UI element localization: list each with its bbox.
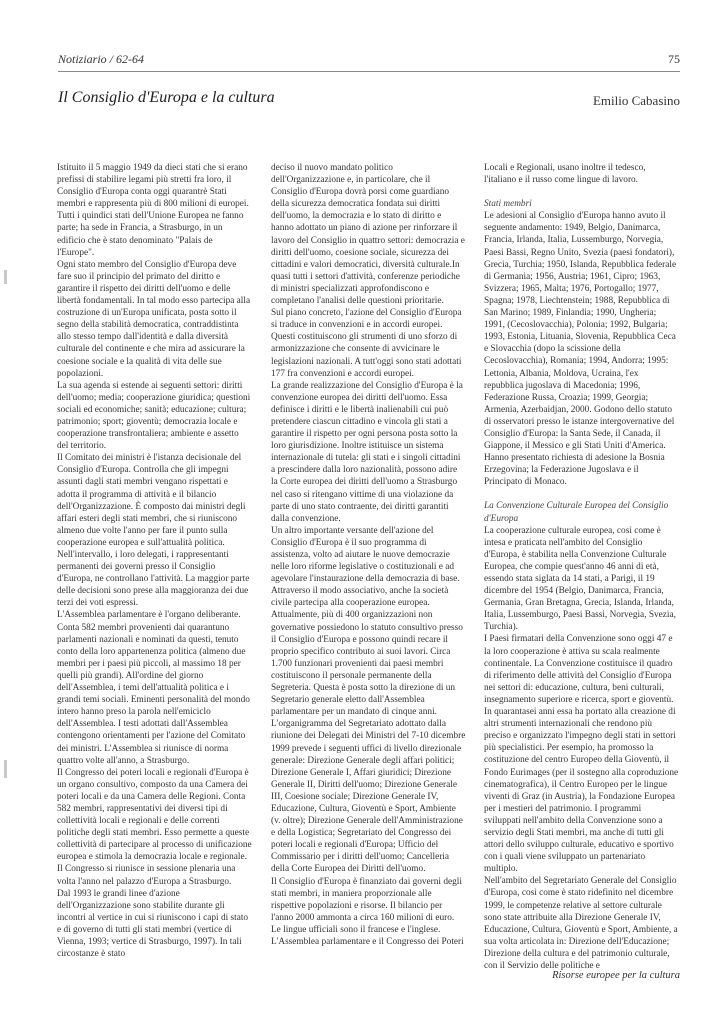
section-footer: Risorse europee per la cultura (552, 970, 680, 981)
text-column-3 (484, 162, 679, 972)
text-column-1 (57, 162, 252, 960)
paragraph: Ogni stato membro del Consiglio d'Europa deve fare suo il principio del primato del diritto e garantire il rispetto dei diritti dell'uomo e delle libertà fondamentali. In tal modo esso partecipa alla costruzione di un'Europa unificata, posta sotto il segno della stabilità democratica, contraddistinta allo stesso tempo dall'identità e dalla diversità culturale del continente e che mira ad assicurare la coesione sociale e la qualità di vita delle sue popolazioni. (57, 259, 251, 379)
paragraph: Il Congresso dei poteri locali e regionali d'Europa è un organo consultivo, composto da una Camera dei poteri locali e da una Camera delle Regioni. Conta 582 membri, rappresentativi dei diversi tipi di collettività locali e regionali e delle correnti politiche degli stati membri. Esso permette a queste collettività di partecipare al processo di unificazione europea e stimola la democrazia locale e regionale. Il Congresso si riunisce in sessione plenaria una volta l'anno nel palazzo d'Europa a Strasburgo. (57, 767, 252, 887)
journal-header: Notiziario / 62-64 (58, 52, 145, 66)
text-column-2 (271, 162, 466, 948)
page-number: 75 (668, 52, 680, 66)
header-rule (58, 71, 680, 72)
paragraph: L'organigramma del Segretariato adottato dalla riunione dei Delegati dei Ministri del 7-10 dicembre 1999 prevede i seguenti uffici di livello direzionale generale: Direzione Generale degli affari politici; Direzione Generale I, Affari giuridici; Direzione Generale II, Diritti dell'uomo; Direzione Generale III, Coesione sociale; Direzione Generale IV, Educazione, Cultura, Gioventù e Sport, Ambiente (v. oltre); Direzione Generale dell'Amministrazione e della Logistica; Segretariato del Congresso dei poteri locali e regionali d'Europa; Ufficio del Commissario per i diritti dell'uomo; Cancelleria della Corte Europea dei Diritti dell'uomo. (271, 719, 466, 875)
paragraph: Dal 1993 le grandi linee d'azione dell'Organizzazione sono stabilite durante gli incontri al vertice in cui si riuniscono i capi di stato e di governo di tutti gli stati membri (vertice di Vienna, 1993; vertice di Strasburgo, 1997). In tali circostanze è stato (57, 888, 249, 960)
paragraph: La sua agenda si estende ai seguenti settori: diritti dell'uomo; media; cooperazione giuridica; questioni sociali ed economiche; sanità; educazione; cultura; patrimonio; sport; gioventù; democrazia locale e cooperazione transfrontaliera; ambiente e assetto del territorio. (57, 380, 251, 452)
paragraph: I Paesi firmatari della Convenzione sono oggi 47 e la loro cooperazione è attiva su scala realmente continentale. La Convenzione costituisce il quadro di riferimento delle attività del Consiglio d'Europa nei settori di: educazione, cultura, beni culturali, insegnamento superiore e ricerca, sport e gioventù. In quarantasei anni essa ha portato alla creazione di altri strumenti internazionali che rendono più preciso e organizzato l'impegno degli stati in settori più specialistici. Per esempio, ha promosso la costituzione del centro Europeo della Gioventù, il Fondo Eurimages (per il sostegno alla coproduzione cinematografica), il Centro Europeo per le lingue viventi di Graz (in Austria), la Fondazione Europea per i mestieri del patrimonio. I programmi sviluppati nell'ambito della Convenzione sono a servizio degli Stati membri, ma anche di tutti gli attori dello sviluppo culturale, educativo e sportivo con i quali viene sviluppato un partenariato multiplo. (484, 634, 679, 875)
paragraph: Locali e Regionali, usano inoltre il tedesco, l'italiano e il russo come lingue di lavoro. (484, 163, 646, 186)
subheading-stati-membri: Stati membri (484, 199, 532, 210)
paragraph: Il Consiglio d'Europa è finanziato dai governi degli stati membri, in maniera proporzionale alle rispettive popolazioni e risorse. Il bilancio per l'anno 2000 ammonta a circa 160 milioni di euro. Le lingue ufficiali sono il francese e l'inglese. L'Assemblea parlamentare e il Congresso dei Poteri (271, 876, 464, 947)
paragraph: Un altro importante versante dell'azione del Consiglio d'Europa è il suo programma di assistenza, volto ad aiutare le nuove democrazie nelle loro riforme legislative o costituzionali e ad agevolare l'instaurazione della democrazia di base. (271, 525, 460, 585)
paragraph: deciso il nuovo mandato politico dell'Organizzazione e, in particolare, che il Consiglio d'Europa dovrà porsi come guardiano della sicurezza democratica fondata sui diritti dell'uomo, la democrazia e lo stato di diritto e hanno adottato un piano di azione per rinforzare il lavoro del Consiglio in quattro settori: democrazia e diritti dell'uomo, coesione sociale, sicurezza dei cittadini e valori democratici, diversità culturale.In quasi tutti i settori d'attività, conferenze periodiche di ministri specializzati approfondiscono e completano l'analisi delle questioni prioritarie. (271, 163, 465, 307)
article-author: Emilio Cabasino (592, 93, 680, 108)
paragraph: Istituito il 5 maggio 1949 da dieci stati che si erano prefissi di stabilire legami più stretti fra loro, il Consiglio d'Europa conta oggi quarantrè Stati membri e rappresenta più di 800 milioni di europei. Tutti i quindici stati dell'Unione Europea ne fanno parte; ha sede in Francia, a Strasburgo, in un edificio che è stato denominato "Palais de l'Europe". (57, 163, 249, 258)
paragraph: La cooperazione culturale europea, così come è intesa e praticata nell'ambito del Consiglio d'Europa, è stabilita nella Convenzione Culturale Europea, che compie quest'anno 46 anni di età, essendo stata siglata da 14 stati, a Parigi, il 19 dicembre del 1954 (Belgio, Danimarca, Francia, Germania, Gran Bretagna, Grecia, Islanda, Irlanda, Italia, Lussemburgo, Paesi Bassi, Norvegia, Svezia, Turchia). (484, 525, 676, 633)
paragraph: Sul piano concreto, l'azione del Consiglio d'Europa si traduce in convenzioni e in accordi europei. Questi costituiscono gli strumenti di uno sforzo di armonizzazione che consente di avvicinare le legislazioni nazionali. A tutt'oggi sono stati adottati 177 fra convenzioni e accordi europei. (271, 308, 462, 379)
paragraph: L'Assemblea parlamentare è l'organo deliberante. Conta 582 membri provenienti dai quarantuno parlamenti nazionali e nominati da questi, tenuto conto della loro appartenenza politica (almeno due membri per i paesi più piccoli, al massimo 18 per quelli più grandi). All'ordine del giorno dell'Assemblea, i temi dell'attualità politica e i grandi temi sociali. Eminenti personalità del mondo intero hanno preso la parola nell'emiciclo dell'Assemblea. I testi adottati dall'Assemblea contengono orientamenti per l'azione del Comitato dei ministri. L'Assemblea si riunisce di norma quattro volte all'anno, a Strasburgo. (57, 610, 250, 766)
paragraph: Nell'ambito del Segretariato Generale del Consiglio d'Europa, così come è stato ridefinito nel dicembre 1999, le competenze relative al settore culturale sono state attribuite alla Direzione Generale IV, Educazione, Cultura, Gioventù e Sport, Ambiente, a sua volta articolata in: Direzione dell'Educazione; Direzione della cultura e del patrimonio culturale, con il Servizio delle politiche e (484, 876, 678, 971)
subheading-convenzione: La Convenzione Culturale Europea del Consiglio d'Europa (484, 501, 669, 524)
paragraph: Attraverso il modo associativo, anche la società civile partecipa alla cooperazione europea. Attualmente, più di 400 organizzazioni non governative possiedono lo statuto consultivo presso il Consiglio d'Europa e possono quindi recare il proprio specifico contributo ai suoi lavori. Circa 1.700 funzionari provenienti dai paesi membri costituiscono il personale permanente della Segreteria. Questa è posta sotto la direzione di un Segretario generale eletto dall'Assemblea parlamentare per un mandato di cinque anni. (271, 586, 463, 718)
binding-shadow (4, 760, 7, 778)
paragraph: Le adesioni al Consiglio d'Europa hanno avuto il seguente andamento: 1949, Belgio, Danimarca, Francia, Irlanda, Italia, Lussemburgo, Norvegia, Paesi Bassi, Regno Unito, Svezia (paesi fondatori), Grecia, Turchia; 1950, Islanda, Repubblica federale di Germania; 1956, Austria; 1961, Cipro; 1963, Svizzera; 1965, Malta; 1976, Portogallo; 1977, Spagna; 1978, Liechtenstein; 1988, Repubblica di San Marino; 1989, Finlandia; 1990, Ungheria; 1991, (Cecoslovacchia), Polonia; 1992, Bulgaria; 1993, Estonia, Lituania, Slovenia, Repubblica Ceca e Slovacchia (dopo la scissione della Cecoslovacchia), Romania; 1994, Andorra; 1995: Lettonia, Albania, Moldova, Ucraina, l'ex repubblica jugoslava di Macedonia; 1996, Federazione Russa, Croazia; 1999, Georgia; Armenia, Azerbaidjan, 2000. Godono dello statuto di osservatori presso le istanze intergovernative del Consiglio d'Europa: la Santa Sede, il Canada, il Giappone, il Messico e gli Stati Uniti d'America. Hanno presentato richiesta di adesione la Bosnia Erzegovina; la Federazione Jugoslava e il Principato di Monaco. (484, 211, 677, 488)
article-title: Il Consiglio d'Europa e la cultura (58, 89, 275, 106)
paragraph: Il Comitato dei ministri è l'istanza decisionale del Consiglio d'Europa. Controlla che gli impegni assunti dagli stati membri vengano rispettati e adotta il programma di attività e il bilancio dell'Organizzazione. È composto dai ministri degli affari esteri degli stati membri, che si riuniscono almeno due volte l'anno per fare il punto sulla cooperazione europea e sull'attualità politica. Nell'intervallo, i loro delegati, i rappresentanti permanenti dei governi presso il Consiglio d'Europa, ne controllano l'attività. La maggior parte delle decisioni sono prese alla maggioranza dei due terzi dei voti espressi. (57, 453, 250, 609)
binding-shadow (4, 270, 7, 284)
paragraph: La grande realizzazione del Consiglio d'Europa è la convenzione europea dei diritti dell'uomo. Essa definisce i diritti e le libertà inalienabili cui può pretendere ciascun cittadino e vincola gli stati a garantire il rispetto per ogni persona posta sotto la loro giurisdizione. Inoltre istituisce un sistema internazionale di tutela: gli stati e i singoli cittadini a prescindere dalla loro nazionalità, possono adire la Corte europea dei diritti dell'uomo a Strasburgo nel caso si ritengano vittime di una violazione da parte di uno stato contraente, dei diritti garantiti dalla convenzione. (271, 380, 463, 524)
